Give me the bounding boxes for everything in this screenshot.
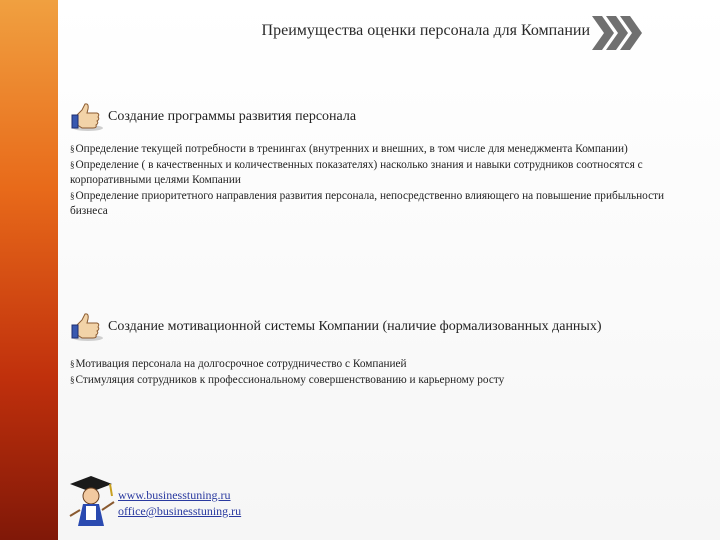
bullet-list-motivation [70,357,702,388]
thumbs-up-icon [70,312,104,342]
section-heading-label: Создание программы развития персонала [108,109,357,124]
footer-contacts [118,487,241,519]
chevron-double-right-icon [588,12,644,54]
section-heading-development [70,102,356,132]
section-heading-motivation [70,312,602,342]
professor-mascot-icon [66,472,116,528]
list-item: § Определение приоритетного направления развития персонала, непосредственно влияющего на повышение прибыльности бизнеса [70,189,702,220]
thumbs-up-icon [70,102,104,132]
section-heading-label: Создание мотивационной системы Компании (наличие формализованных данных) [108,319,602,334]
list-item: § Определение ( в качественных и количественных показателях) насколько знания и навыки сотрудников соотносятся с корпоративными целями Компании [70,158,702,189]
email-link[interactable]: office@businesstuning.ru [118,504,242,518]
list-item: § Стимуляция сотрудников к профессиональному совершенствованию и карьерному росту [70,373,702,389]
accent-side-bar [0,0,58,540]
slide-title: Преимущества оценки персонала для Компании [261,22,590,39]
list-item: § Мотивация персонала на долгосрочное сотрудничество с Компанией [70,357,702,373]
slide-background [58,0,720,540]
bullet-list-development [70,142,702,220]
list-item: § Определение текущей потребности в тренингах (внутренних и внешних, в том числе для менеджмента Компании) [70,142,702,158]
website-link[interactable]: www.businesstuning.ru [118,488,231,502]
